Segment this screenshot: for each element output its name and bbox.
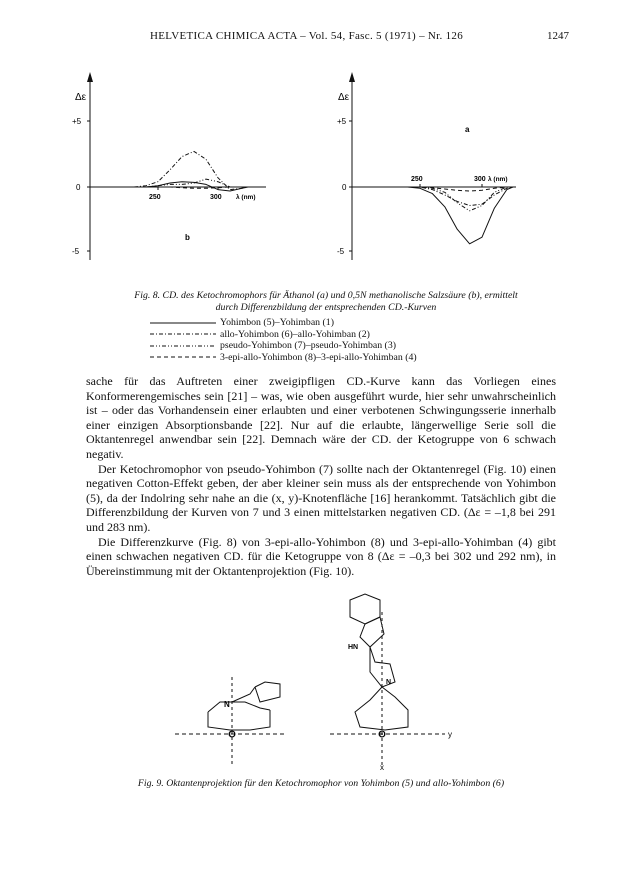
legend-row [150,352,480,364]
cd-curve-b-dash-dot-dot [134,179,248,187]
figure-9 [170,592,490,777]
right-hn-label: HN [348,644,359,651]
legend-line-dash-dot [150,330,216,338]
panel-b-curves [134,151,248,191]
paragraph: Die Differenzkurve (Fig. 8) von 3-epi-allo-Yohimbon (8) und 3-epi-allo-Yohimban (4) gibt einen schwachen negativen CD. für die Ketogruppe von 8 (Δε = –0,3 bei 302 und 292 nm), in Übereinstimmung mit der Oktantenprojektion (Fig. 10). [86,534,556,578]
panel-b-y-arrow [87,72,93,82]
page-number: 1247 [547,30,569,42]
octant-projection-left [175,677,285,767]
legend-line-dash-dot-dot [150,342,216,350]
panel-b [72,72,266,260]
paragraph: sache für das Auftreten einer zweigipfligen CD.-Kurve kann das Vorliegen eines Konformerengemisches sein [21] – was, wie oben ausgeführt wurde, hier sehr unwahrscheinlich ist – oder das Vorhandensein einer erlaubten und einer verbotenen Schwingungsserie innerhalb einer einzigen Absorptionsbande [22]. Nur auf die erlaubte, längerwellige Serie soll die Oktantenregel anwendbar sein [22]. Demnach wäre der CD. der Ketogruppe von 6 schwach negativ. [86,374,556,461]
panel-a-xtick-label: 300 [474,176,486,183]
figure-9-caption: Fig. 9. Oktantenprojektion für den Ketochromophor von Yohimbon (5) und allo-Yohimbon (6) [137,778,505,789]
panel-b-ytick-label: 0 [76,183,81,192]
legend-row [150,329,480,341]
left-o-label: O [229,730,236,739]
running-title: HELVETICA CHIMICA ACTA – Vol. 54, Fasc. 5 (1971) – Nr. 126 [150,30,464,42]
legend-label: Yohimbon (5)–Yohimban (1) [220,317,334,328]
figure-8-caption-line: durch Differenzbildung der entsprechenden CD.-Kurven [215,302,437,313]
figure-8-legend [150,317,480,363]
right-n-label: N [386,679,392,686]
panel-a-curves [395,187,513,244]
panel-b-ytick-label: +5 [72,117,82,126]
legend-line-dashed [150,353,216,361]
panel-a [337,72,516,260]
legend-line-solid [150,319,216,327]
paragraph: Der Ketochromophor von pseudo-Yohimbon (7) sollte nach der Oktantenregel (Fig. 10) einen negativen Cotton-Effekt geben, der aber kleiner sein muss als der entsprechende von Yohimbon (5), da der Indolring sehr nahe an die (x, y)-Knotenfläche [16] herankommt. Tatsächlich gibt die Differenzbildung der Kurven von 7 und 3 einen mittelstarken negativen CD. (Δε = –1,8 bei 291 und 283 nm). [86,461,556,534]
panel-b-label: b [185,233,190,242]
figure-8-svg [72,60,518,275]
figure-8 [72,60,518,280]
panel-a-xlabel: λ (nm) [488,176,508,183]
left-ring-lower [208,710,270,730]
left-n-label: N [224,700,230,709]
figure-8-caption-line: Fig. 8. CD. des Ketochromophors für Äthanol (a) und 0,5N methanolische Salzsäure (b), ermittelt [134,290,518,301]
panel-a-ylabel: Δε [338,92,350,103]
legend-label: pseudo-Yohimbon (7)–pseudo-Yohimban (3) [220,340,396,351]
body-text [86,374,556,578]
legend-row [150,317,480,329]
running-header [0,30,624,46]
panel-b-xtick-label: 250 [149,194,161,201]
panel-b-ytick-label: -5 [72,247,80,256]
panel-a-label: a [465,125,470,134]
panel-b-xtick-label: 300 [210,194,222,201]
panel-a-ytick-label: -5 [337,247,345,256]
cd-curve-b-dash-dot [134,151,248,189]
right-o-label: O [379,730,386,739]
panel-a-ytick-label: +5 [337,117,347,126]
panel-a-y-arrow [349,72,355,82]
legend-label: allo-Yohimbon (6)–allo-Yohimban (2) [220,328,370,340]
cd-curve-a-solid [395,187,513,244]
panel-b-xlabel: λ (nm) [236,194,256,201]
y-axis-label: y [448,730,452,739]
left-ring [255,682,280,702]
panel-a-ytick-label: 0 [342,183,347,192]
left-ring-upper [208,702,270,712]
figure-8-caption [86,290,566,314]
legend-row [150,340,480,352]
figure-9-svg [170,592,490,772]
left-bond [232,687,255,702]
panel-b-ylabel: Δε [75,92,87,103]
panel-a-xtick-label: 250 [411,176,423,183]
legend-label: 3-epi-allo-Yohimbon (8)–3-epi-allo-Yohimban (4) [220,351,417,363]
indole-pyrrole-ring [360,617,384,647]
x-axis-label: x [380,763,384,772]
